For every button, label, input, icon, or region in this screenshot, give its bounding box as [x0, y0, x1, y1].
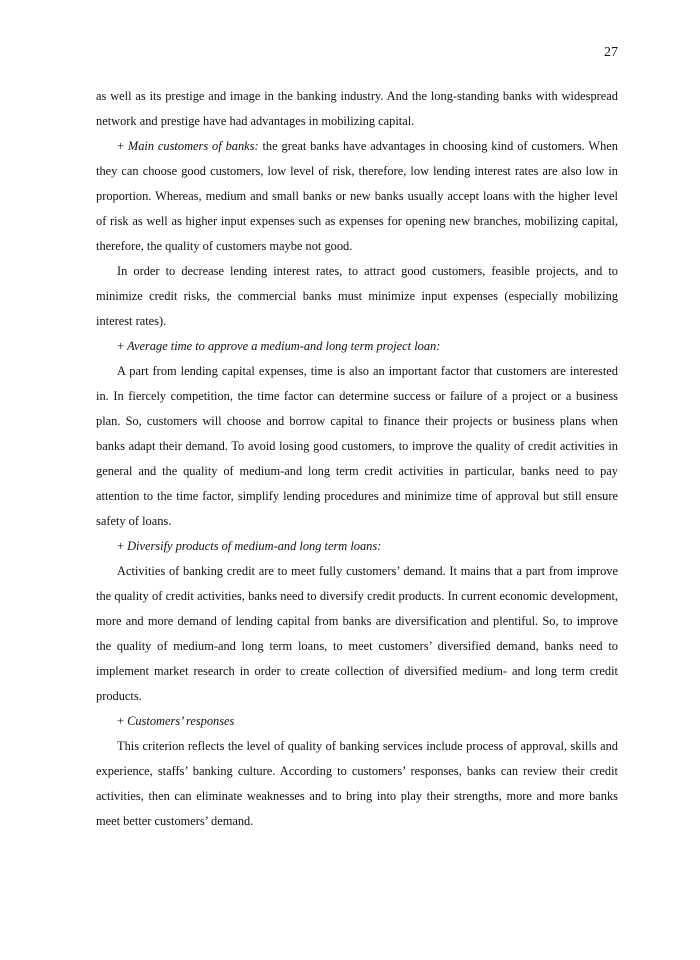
paragraph-4: A part from lending capital expenses, time is also an important factor that customers are interested in. In fiercely competition, the time factor can determine success or failure of a project or a business plan. So, customers will choose and borrow capital to finance their projects or business plans when banks adapt their demand. To avoid losing good customers, to improve the quality of credit activities in general and the quality of medium-and long term credit activities in particular, banks need to pay attention to the time factor, simplify lending procedures and minimize time of approval but still ensure safety of loans.	[96, 364, 618, 528]
paragraph-2-text: the great banks have advantages in choosing kind of customers. When they can choose good customers, low level of risk, therefore, low lending interest rates are also low in proportion. Whereas, medium and small banks or new banks usually accept loans with the higher level of risk as well as higher input expenses such as expenses for opening new branches, mobilizing capital, therefore, the quality of customers maybe not good.	[96, 139, 618, 253]
paragraph-3: In order to decrease lending interest rates, to attract good customers, feasible projects, and to minimize credit risks, the commercial banks must minimize input expenses (especially mobilizing interest rates).	[96, 264, 618, 328]
page-number: 27	[604, 45, 618, 60]
section-heading-diversify-products	[96, 534, 618, 559]
paragraph-6: This criterion reflects the level of quality of banking services include process of approval, skills and experience, staffs’ banking culture. According to customers’ responses, banks can review their credit activities, then can eliminate weaknesses and to bring into play their strengths, more and more banks meet better customers’ demand.	[96, 739, 618, 828]
section-heading-average-time-prefix: +	[117, 339, 128, 353]
paragraph-2	[96, 134, 618, 259]
section-heading-diversify-products-prefix: +	[117, 539, 128, 553]
section-heading-average-time	[96, 334, 618, 359]
section-heading-customers-responses	[96, 709, 618, 734]
paragraph-2-prefix: +	[117, 139, 128, 153]
section-heading-diversify-products-text: Diversify products of medium-and long term loans:	[127, 539, 382, 553]
section-heading-customers-responses-text: Customers’ responses	[127, 714, 235, 728]
section-heading-average-time-text: Average time to approve a medium-and long term project loan:	[127, 339, 441, 353]
section-heading-customers-responses-prefix: +	[117, 714, 128, 728]
paragraph-5: Activities of banking credit are to meet fully customers’ demand. It mains that a part from improve the quality of credit activities, banks need to diversify credit products. In current economic development, more and more demand of lending capital from banks are diversification and plentiful. So, to improve the quality of medium-and long term loans, to meet customers’ diversified demand, banks need to implement market research in order to create collection of diversified medium- and long term credit products.	[96, 564, 618, 703]
paragraph-2-label: Main customers of banks:	[127, 139, 259, 153]
document-body	[96, 84, 618, 834]
paragraph-1: as well as its prestige and image in the banking industry. And the long-standing banks with widespread network and prestige have had advantages in mobilizing capital.	[96, 89, 618, 128]
